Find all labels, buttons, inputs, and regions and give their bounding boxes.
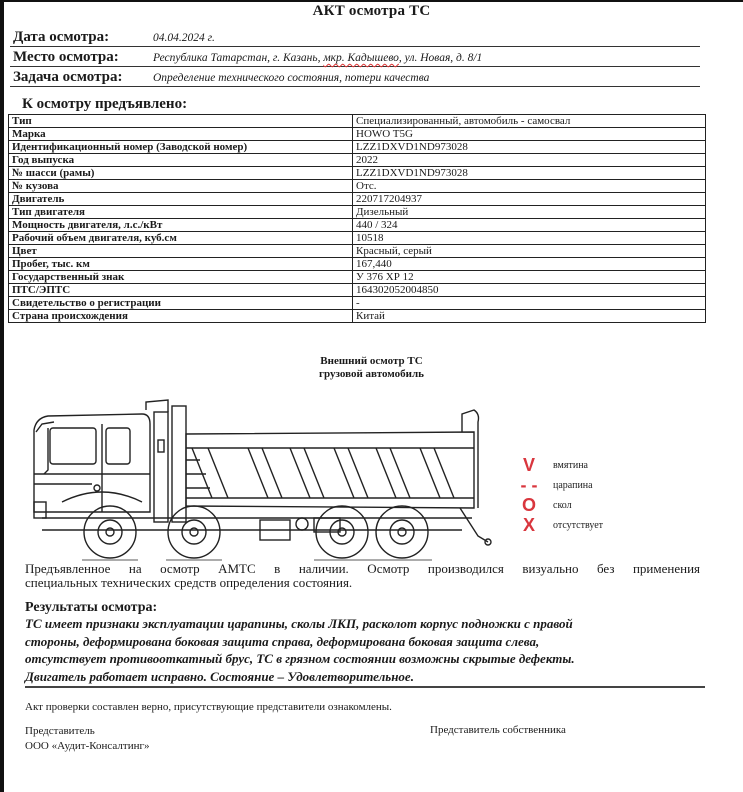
spec-key: Цвет bbox=[9, 245, 353, 258]
inspection-note bbox=[25, 562, 700, 590]
meta-value-place bbox=[153, 50, 482, 66]
spec-key: Пробег, тыс. км bbox=[9, 258, 353, 271]
meta-label-place: Место осмотра: bbox=[13, 49, 119, 65]
spec-key: № кузова bbox=[9, 180, 353, 193]
spec-key: Страна происхождения bbox=[9, 310, 353, 323]
inspector-representative bbox=[25, 724, 150, 754]
spec-key: № шасси (рамы) bbox=[9, 167, 353, 180]
meta-label-task: Задача осмотра: bbox=[13, 69, 123, 85]
legend-row-chip bbox=[515, 495, 655, 515]
legend-label-chip: скол bbox=[553, 499, 572, 511]
results-line: ТС имеет признаки эксплуатации царапины, сколы ЛКП, расколот корпус подножки с правой bbox=[25, 616, 573, 631]
spec-row bbox=[9, 206, 706, 219]
scratch-mark-icon: - - bbox=[520, 475, 538, 495]
spec-row bbox=[9, 284, 706, 297]
owner-representative: Представитель собственника bbox=[430, 724, 566, 736]
meta-label-date: Дата осмотра: bbox=[13, 29, 110, 45]
dent-mark-icon: V bbox=[522, 455, 535, 475]
spec-row bbox=[9, 180, 706, 193]
inspection-note-line2: специальных технических средств определения состояния. bbox=[25, 575, 353, 590]
diagram-title-line2: грузовой автомобиль bbox=[319, 368, 424, 380]
results-line: отсутствует противооткатный брус, ТС в грязном состоянии возможны скрытые дефекты. bbox=[25, 651, 575, 666]
spec-value: Красный, серый bbox=[353, 245, 706, 258]
spec-value: Китай bbox=[353, 310, 706, 323]
inspector-org: ООО «Аудит-Консалтинг» bbox=[25, 740, 150, 752]
vehicle-spec-table bbox=[8, 114, 706, 323]
spec-value: 2022 bbox=[353, 154, 706, 167]
spec-key: Марка bbox=[9, 128, 353, 141]
damage-legend bbox=[515, 455, 655, 535]
spec-key: Свидетельство о регистрации bbox=[9, 297, 353, 310]
legend-label-scratch: царапина bbox=[553, 479, 593, 491]
meta-row-task bbox=[10, 68, 700, 87]
inspection-note-line1: Предъявленное на осмотр АМТС в наличии. Осмотр производился визуально без применения bbox=[25, 561, 700, 576]
spec-value: Специализированный, автомобиль - самосвал bbox=[353, 115, 706, 128]
spec-value: 164302052004850 bbox=[353, 284, 706, 297]
spec-key: ПТС/ЭПТС bbox=[9, 284, 353, 297]
spec-row bbox=[9, 128, 706, 141]
meta-row-date bbox=[10, 28, 700, 47]
window-edge-left bbox=[0, 0, 4, 792]
spec-value: Отс. bbox=[353, 180, 706, 193]
spec-row bbox=[9, 167, 706, 180]
place-prefix: Республика Татарстан, г. Казань, bbox=[153, 52, 324, 64]
missing-mark-icon: X bbox=[522, 515, 535, 535]
place-suffix: , ул. Новая, д. 8/1 bbox=[398, 52, 483, 64]
spec-key: Мощность двигателя, л.с./кВт bbox=[9, 219, 353, 232]
results-body bbox=[25, 615, 705, 688]
inspector-role: Представитель bbox=[25, 725, 95, 737]
spec-key: Год выпуска bbox=[9, 154, 353, 167]
spec-key: Двигатель bbox=[9, 193, 353, 206]
spec-row bbox=[9, 115, 706, 128]
spec-row bbox=[9, 310, 706, 323]
spec-value: 167,440 bbox=[353, 258, 706, 271]
window-edge-top bbox=[0, 0, 743, 2]
attestation-text: Акт проверки составлен верно, присутствующие представители ознакомлены. bbox=[25, 701, 392, 713]
spec-key: Рабочий объем двигателя, куб.см bbox=[9, 232, 353, 245]
results-heading: Результаты осмотра: bbox=[25, 600, 158, 615]
spec-value: Дизельный bbox=[353, 206, 706, 219]
meta-row-place bbox=[10, 48, 700, 67]
spec-value: У 376 ХР 12 bbox=[353, 271, 706, 284]
spec-row bbox=[9, 141, 706, 154]
presented-heading: К осмотру предъявлено: bbox=[22, 96, 188, 112]
spec-row bbox=[9, 154, 706, 167]
spec-value: LZZ1DXVD1ND973028 bbox=[353, 141, 706, 154]
spec-row bbox=[9, 297, 706, 310]
dump-truck-diagram bbox=[22, 392, 502, 562]
place-district: мкр. Кадышево bbox=[323, 52, 399, 64]
legend-row-scratch bbox=[515, 475, 655, 495]
spec-value: HOWO T5G bbox=[353, 128, 706, 141]
legend-row-missing bbox=[515, 515, 655, 535]
spec-value: LZZ1DXVD1ND973028 bbox=[353, 167, 706, 180]
results-line: стороны, деформирована боковая защита справа, деформирована боковая защита слева, bbox=[25, 633, 540, 649]
spec-key: Идентификационный номер (Заводской номер) bbox=[9, 141, 353, 154]
diagram-title-line1: Внешний осмотр ТС bbox=[320, 355, 423, 367]
spec-key: Тип двигателя bbox=[9, 206, 353, 219]
diagram-title bbox=[0, 355, 743, 381]
meta-value-task: Определение технического состояния, потери качества bbox=[153, 72, 430, 84]
legend-row-dent bbox=[515, 455, 655, 475]
spec-row bbox=[9, 193, 706, 206]
meta-value-date: 04.04.2024 г. bbox=[153, 32, 215, 44]
spec-value: - bbox=[353, 297, 706, 310]
spec-row bbox=[9, 219, 706, 232]
chip-mark-icon: O bbox=[521, 495, 536, 515]
spec-value: 220717204937 bbox=[353, 193, 706, 206]
spec-key: Государственный знак bbox=[9, 271, 353, 284]
legend-label-missing: отсутствует bbox=[553, 519, 604, 531]
spec-key: Тип bbox=[9, 115, 353, 128]
document-title: АКТ осмотра ТС bbox=[312, 3, 431, 19]
spec-row bbox=[9, 258, 706, 271]
results-line: Двигатель работает исправно. Состояние – Удовлетворительное. bbox=[25, 668, 414, 684]
wheel bbox=[84, 506, 136, 558]
spec-row bbox=[9, 245, 706, 258]
spec-value: 10518 bbox=[353, 232, 706, 245]
legend-label-dent: вмятина bbox=[553, 459, 588, 471]
spec-row bbox=[9, 271, 706, 284]
spec-row bbox=[9, 232, 706, 245]
spec-value: 440 / 324 bbox=[353, 219, 706, 232]
